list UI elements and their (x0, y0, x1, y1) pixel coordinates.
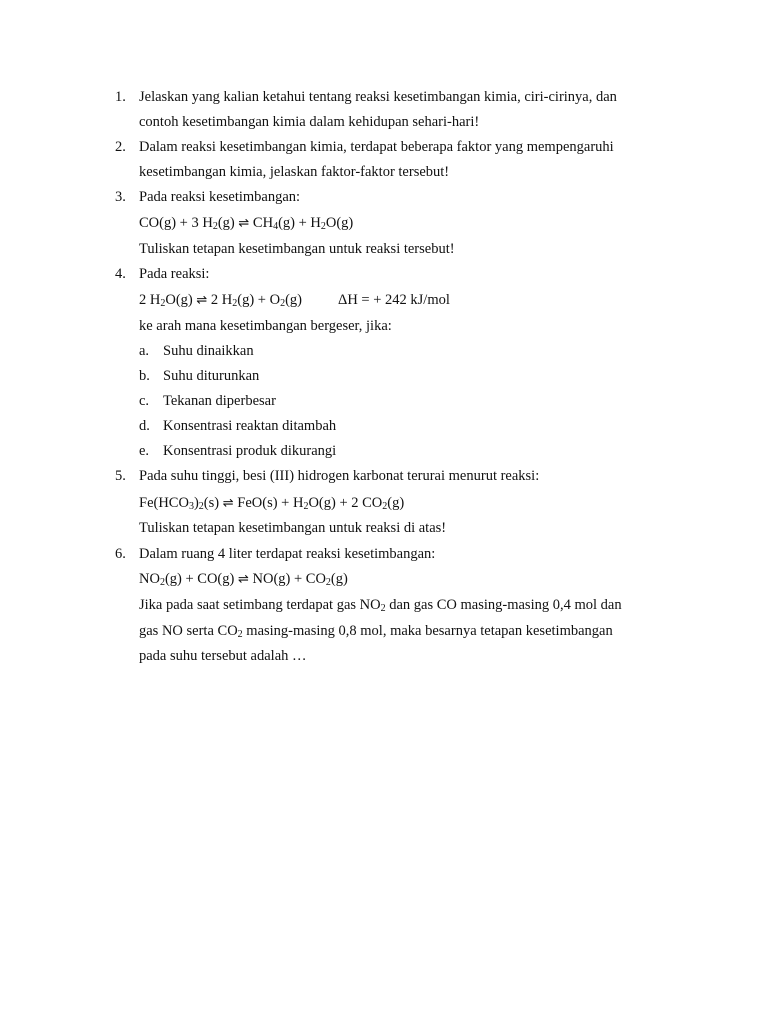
question-text: contoh kesetimbangan kimia dalam kehidupan sehari-hari! (139, 114, 480, 130)
option-letter: a. (139, 343, 150, 359)
question-text: kesetimbangan kimia, jelaskan faktor-faktor tersebut! (139, 164, 450, 180)
equilibrium-arrow-icon: ⇌ (238, 216, 250, 231)
question-text: Jelaskan yang kalian ketahui tentang reaksi kesetimbangan kimia, ciri-cirinya, dan (139, 89, 617, 105)
question-number: 6. (115, 546, 126, 562)
question-number: 4. (115, 266, 126, 282)
option-letter: c. (139, 393, 150, 409)
question-text: gas NO serta $CO_2$ masing-masing 0,8 mol, maka besarnya tetapan kesetimbangan (139, 623, 613, 640)
question-text: Jika pada saat setimbang terdapat gas $NO_2$ dan gas CO masing-masing 0,4 mol dan (139, 597, 622, 614)
question-number: 1. (115, 89, 126, 105)
question-number: 3. (115, 189, 126, 205)
option-text: Konsentrasi reaktan ditambah (163, 418, 337, 434)
question-text: pada suhu tersebut adalah … (139, 648, 307, 664)
chemical-equation: $NO_2(g) + CO(g)$ ⇌ $NO(g) + CO_2(g)$ (139, 571, 348, 588)
equilibrium-arrow-icon: ⇌ (222, 496, 234, 511)
enthalpy-value: ΔH = + 242 kJ/mol (338, 292, 450, 308)
option-letter: d. (139, 418, 150, 434)
option-letter: e. (139, 443, 150, 459)
chemical-equation: $Fe(HCO_3)_2(s)$ ⇌ $FeO(s) + H_2O(g) + 2$ $CO_2(g)$ (139, 495, 405, 512)
option-text: Suhu diturunkan (163, 368, 260, 384)
question-text: Dalam ruang 4 liter terdapat reaksi kesetimbangan: (139, 546, 436, 562)
question-number: 2. (115, 139, 126, 155)
option-text: Tekanan diperbesar (163, 393, 276, 409)
question-text: Tuliskan tetapan kesetimbangan untuk reaksi di atas! (139, 520, 447, 536)
chemical-equation: 2 $H_2O(g)$ ⇌ 2 $H_2(g) + O_2(g)$ (139, 292, 302, 309)
question-text: Pada suhu tinggi, besi (III) hidrogen karbonat terurai menurut reaksi: (139, 468, 540, 484)
question-text: ke arah mana kesetimbangan bergeser, jika: (139, 318, 392, 334)
equilibrium-arrow-icon: ⇌ (196, 293, 208, 308)
chemical-equation: CO(g) + 3 $H_2(g)$ ⇌ $CH_4(g) + H_2O(g)$ (139, 215, 354, 232)
question-text: Dalam reaksi kesetimbangan kimia, terdapat beberapa faktor yang mempengaruhi (139, 139, 614, 155)
question-text: Pada reaksi kesetimbangan: (139, 189, 301, 205)
option-text: Konsentrasi produk dikurangi (163, 443, 337, 459)
option-letter: b. (139, 368, 150, 384)
equilibrium-arrow-icon: ⇌ (237, 572, 249, 587)
option-text: Suhu dinaikkan (163, 343, 254, 359)
question-text: Pada reaksi: (139, 266, 210, 282)
question-text: Tuliskan tetapan kesetimbangan untuk reaksi tersebut! (139, 241, 455, 257)
question-number: 5. (115, 468, 126, 484)
